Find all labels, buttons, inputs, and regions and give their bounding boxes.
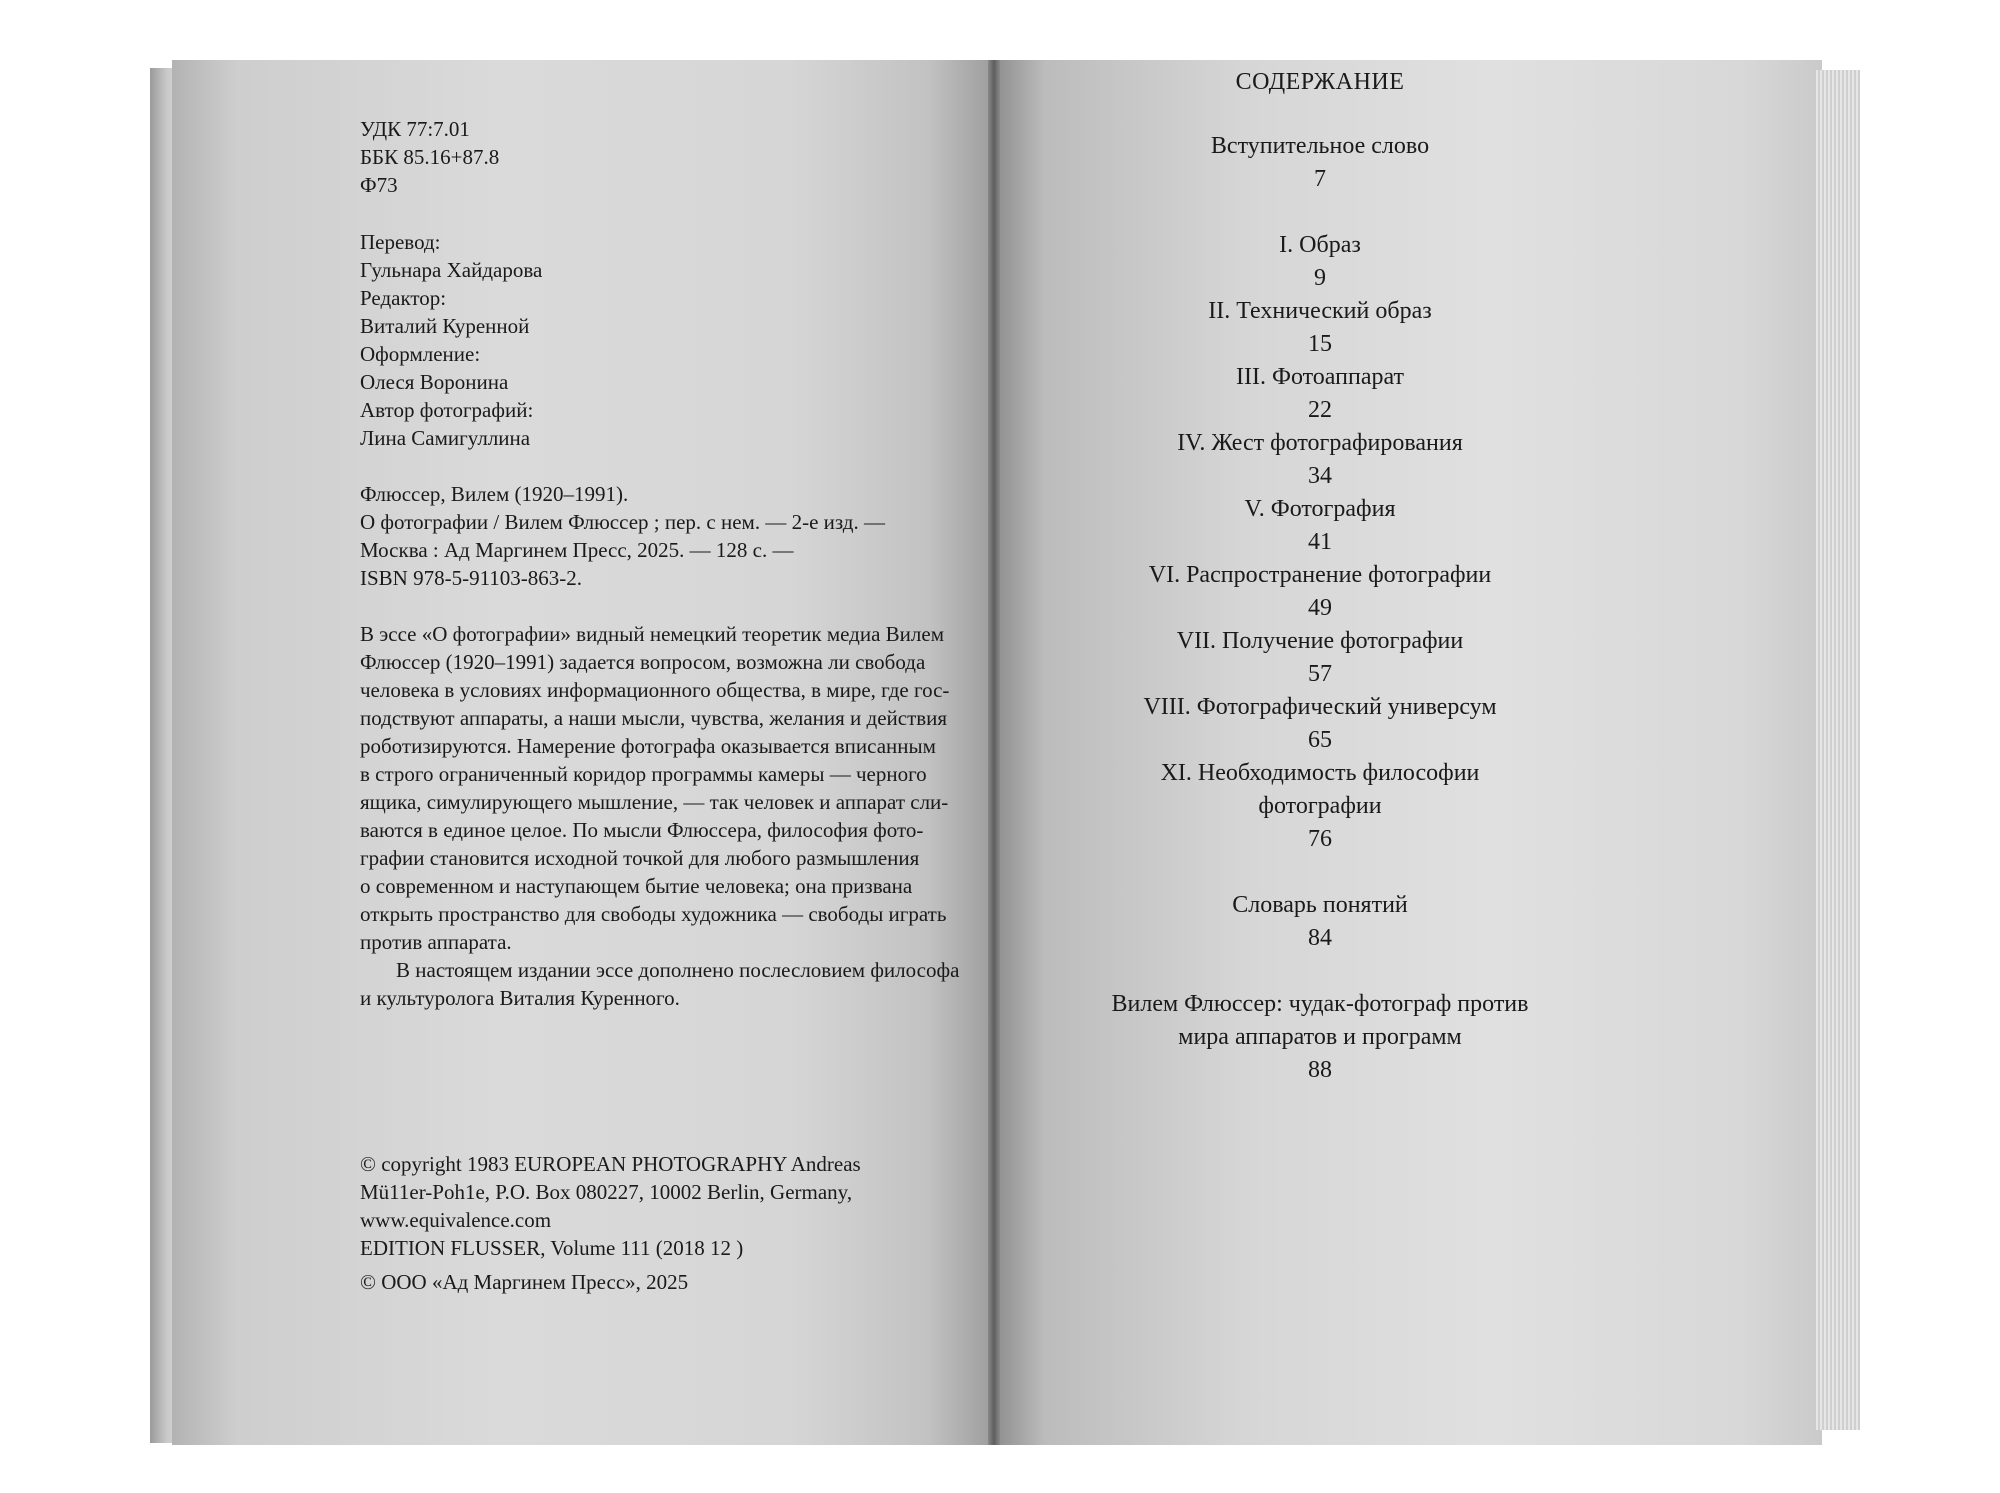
annotation-line: Флюссер (1920–1991) задается вопросом, возможна ли свобода bbox=[360, 650, 926, 674]
credits bbox=[360, 228, 542, 452]
annotation-line: графии становится исходной точкой для любого размышления bbox=[360, 846, 920, 870]
copyright-line: www.equivalence.com bbox=[360, 1208, 552, 1232]
biblio-line: О фотографии / Вилем Флюссер ; пер. с нем. — 2-е изд. — bbox=[360, 510, 885, 534]
biblio-line: Флюссер, Вилем (1920–1991). bbox=[360, 482, 629, 506]
credit-line: Гульнара Хайдарова bbox=[360, 258, 543, 282]
credit-line: Лина Самигуллина bbox=[360, 426, 531, 450]
credit-line: Редактор: bbox=[360, 286, 447, 310]
toc-entry bbox=[1020, 427, 1620, 493]
credit-line: Виталий Куренной bbox=[360, 314, 530, 338]
annotation-line: ящика, симулирующего мышление, — так человек и аппарат сли- bbox=[360, 790, 949, 814]
toc-entry-title: I. Образ bbox=[1279, 232, 1361, 258]
toc-spacer bbox=[1020, 196, 1620, 229]
toc-entry-title: Словарь понятий bbox=[1232, 892, 1408, 918]
annotation-line: ваются в единое целое. По мысли Флюссера, философия фото- bbox=[360, 818, 924, 842]
annotation-line: человека в условиях информационного общества, в мире, где гос- bbox=[360, 678, 950, 702]
toc-entry bbox=[1020, 691, 1620, 757]
biblio-line: Москва : Ад Маргинем Пресс, 2025. — 128 с. — bbox=[360, 538, 794, 562]
toc-entry-page-number: 15 bbox=[1308, 331, 1332, 357]
toc-entry-title: Вступительное слово bbox=[1210, 133, 1430, 159]
toc-entry-title: III. Фотоаппарат bbox=[1236, 364, 1404, 390]
annotation-line: против аппарата. bbox=[360, 930, 512, 954]
bbk-code: ББК 85.16+87.8 bbox=[360, 145, 500, 169]
toc-entry-page-number: 41 bbox=[1308, 529, 1332, 555]
toc-entry-title: VI. Распространение фотографии bbox=[1148, 562, 1492, 588]
toc-entry bbox=[1020, 559, 1620, 625]
copyright-line: EDITION FLUSSER, Volume 111 (2018 12 ) bbox=[360, 1236, 744, 1260]
toc-entry-page-number: 22 bbox=[1308, 397, 1332, 423]
annotation-line: роботизируются. Намерение фотографа оказывается вписанным bbox=[360, 734, 936, 758]
toc-entry-page-number: 76 bbox=[1308, 826, 1332, 852]
annotation-line: о современном и наступающем бытие человека; она призвана bbox=[360, 874, 913, 898]
toc-entry bbox=[1020, 295, 1620, 361]
toc-entry-page-number: 49 bbox=[1308, 595, 1332, 621]
toc-entry bbox=[1020, 361, 1620, 427]
toc-entry-title: VIII. Фотографический универсум bbox=[1143, 694, 1497, 720]
toc-entry-title: Вилем Флюссер: чудак-фотограф против bbox=[1111, 991, 1529, 1017]
toc-entry bbox=[1020, 625, 1620, 691]
annotation-line: в строго ограниченный коридор программы камеры — черного bbox=[360, 762, 927, 786]
credit-line: Автор фотографий: bbox=[360, 398, 534, 422]
annotation-line: В настоящем издании эссе дополнено послесловием философа bbox=[396, 958, 960, 982]
toc-entry bbox=[1020, 988, 1620, 1087]
toc-entry-page-number: 88 bbox=[1308, 1057, 1332, 1083]
credit-line: Перевод: bbox=[360, 230, 441, 254]
toc-entry-page-number: 84 bbox=[1308, 925, 1332, 951]
annotation-line: подствуют аппараты, а наши мысли, чувства, желания и действия bbox=[360, 706, 948, 730]
toc-entry-title: V. Фотография bbox=[1244, 496, 1396, 522]
toc-entry bbox=[1020, 130, 1620, 196]
publisher-copyright: © ООО «Ад Маргинем Пресс», 2025 bbox=[360, 1270, 689, 1294]
credit-line: Оформление: bbox=[360, 342, 481, 366]
toc-entry-page-number: 9 bbox=[1314, 265, 1326, 291]
toc-spacer bbox=[1020, 955, 1620, 988]
toc-entry-title: фотографии bbox=[1258, 793, 1382, 819]
toc-list bbox=[1020, 130, 1620, 1087]
toc-entry-title: мира аппаратов и программ bbox=[1178, 1024, 1462, 1050]
udk-code: УДК 77:7.01 bbox=[360, 117, 470, 141]
toc-title: СОДЕРЖАНИЕ bbox=[1235, 69, 1405, 95]
toc-entry-page-number: 7 bbox=[1314, 166, 1326, 192]
classification-codes bbox=[360, 115, 499, 199]
bibliographic-record bbox=[360, 480, 885, 592]
annotation bbox=[360, 620, 1020, 1012]
copyright-notice bbox=[360, 1150, 861, 1296]
annotation-line: открыть пространство для свободы художника — свободы играть bbox=[360, 902, 947, 926]
annotation-line: и культуролога Виталия Куренного. bbox=[360, 986, 680, 1010]
toc-entry-title: IV. Жест фотографирования bbox=[1177, 430, 1463, 456]
toc-entry-page-number: 34 bbox=[1308, 463, 1332, 489]
toc-entry bbox=[1020, 229, 1620, 295]
toc-entry bbox=[1020, 757, 1620, 856]
toc-entry-page-number: 65 bbox=[1308, 727, 1332, 753]
toc-spacer bbox=[1020, 856, 1620, 889]
toc-entry-title: XI. Необходимость философии bbox=[1160, 760, 1480, 786]
toc-entry-title: II. Технический образ bbox=[1208, 298, 1432, 324]
copyright-line: © copyright 1983 EUROPEAN PHOTOGRAPHY Andreas bbox=[360, 1152, 861, 1176]
author-mark: Ф73 bbox=[360, 173, 398, 197]
book-edge-right bbox=[1816, 70, 1860, 1430]
toc-entry-page-number: 57 bbox=[1308, 661, 1332, 687]
credit-line: Олеся Воронина bbox=[360, 370, 509, 394]
annotation-line: В эссе «О фотографии» видный немецкий теоретик медиа Вилем bbox=[360, 622, 945, 646]
table-of-contents bbox=[1020, 66, 1620, 1087]
copyright-line: Mü11er-Poh1e, P.O. Box 080227, 10002 Berlin, Germany, bbox=[360, 1180, 853, 1204]
toc-entry bbox=[1020, 493, 1620, 559]
toc-entry bbox=[1020, 889, 1620, 955]
toc-entry-title: VII. Получение фотографии bbox=[1176, 628, 1464, 654]
isbn-line: ISBN 978-5-91103-863-2. bbox=[360, 566, 583, 590]
